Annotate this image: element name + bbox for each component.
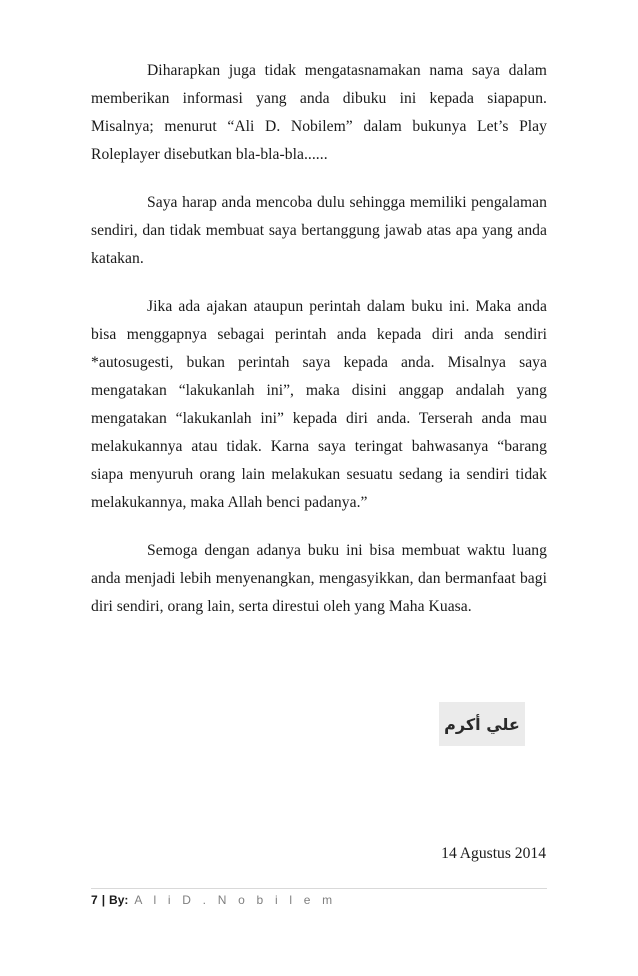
document-date: 14 Agustus 2014 bbox=[441, 845, 546, 862]
footer-by-label: By: bbox=[109, 893, 129, 907]
signature-arabic-text: علي أكرم bbox=[444, 714, 520, 734]
page-footer bbox=[91, 892, 336, 908]
signature-image bbox=[439, 702, 525, 746]
footer-author: A l i D . N o b i l e m bbox=[134, 893, 337, 907]
paragraph: Semoga dengan adanya buku ini bisa membuat waktu luang anda menjadi lebih menyenangkan, mengasyikkan, dan bermanfaat bagi diri sendiri, orang lain, serta direstui oleh yang Maha Kuasa. bbox=[91, 542, 547, 615]
paragraph: Diharapkan juga tidak mengatasnamakan nama saya dalam memberikan informasi yang anda dibuku ini kepada siapapun. Misalnya; menurut “Ali D. Nobilem” dalam bukunya Let’s Play Roleplayer disebutkan bla-bla-bla...... bbox=[91, 62, 547, 163]
footer-divider bbox=[91, 888, 547, 889]
paragraph: Jika ada ajakan ataupun perintah dalam buku ini. Maka anda bisa menggapnya sebagai perintah anda kepada diri anda sendiri *autosugesti, bukan perintah saya kepada anda. Misalnya saya mengatakan “lakukanlah ini”, maka disini anggap andalah yang mengatakan “lakukanlah ini” kepada diri anda. Terserah anda mau melakukannya atau tidak. Karna saya teringat bahwasanya “barang siapa menyuruh orang lain melakukan sesuatu sedang ia sendiri tidak melakukannya, maka Allah benci padanya.” bbox=[91, 298, 547, 511]
page-number: 7 bbox=[91, 893, 98, 907]
body-text bbox=[91, 57, 547, 641]
footer-separator: | bbox=[101, 893, 106, 907]
paragraph: Saya harap anda mencoba dulu sehingga memiliki pengalaman sendiri, dan tidak membuat saya bertanggung jawab atas apa yang anda katakan. bbox=[91, 194, 547, 267]
